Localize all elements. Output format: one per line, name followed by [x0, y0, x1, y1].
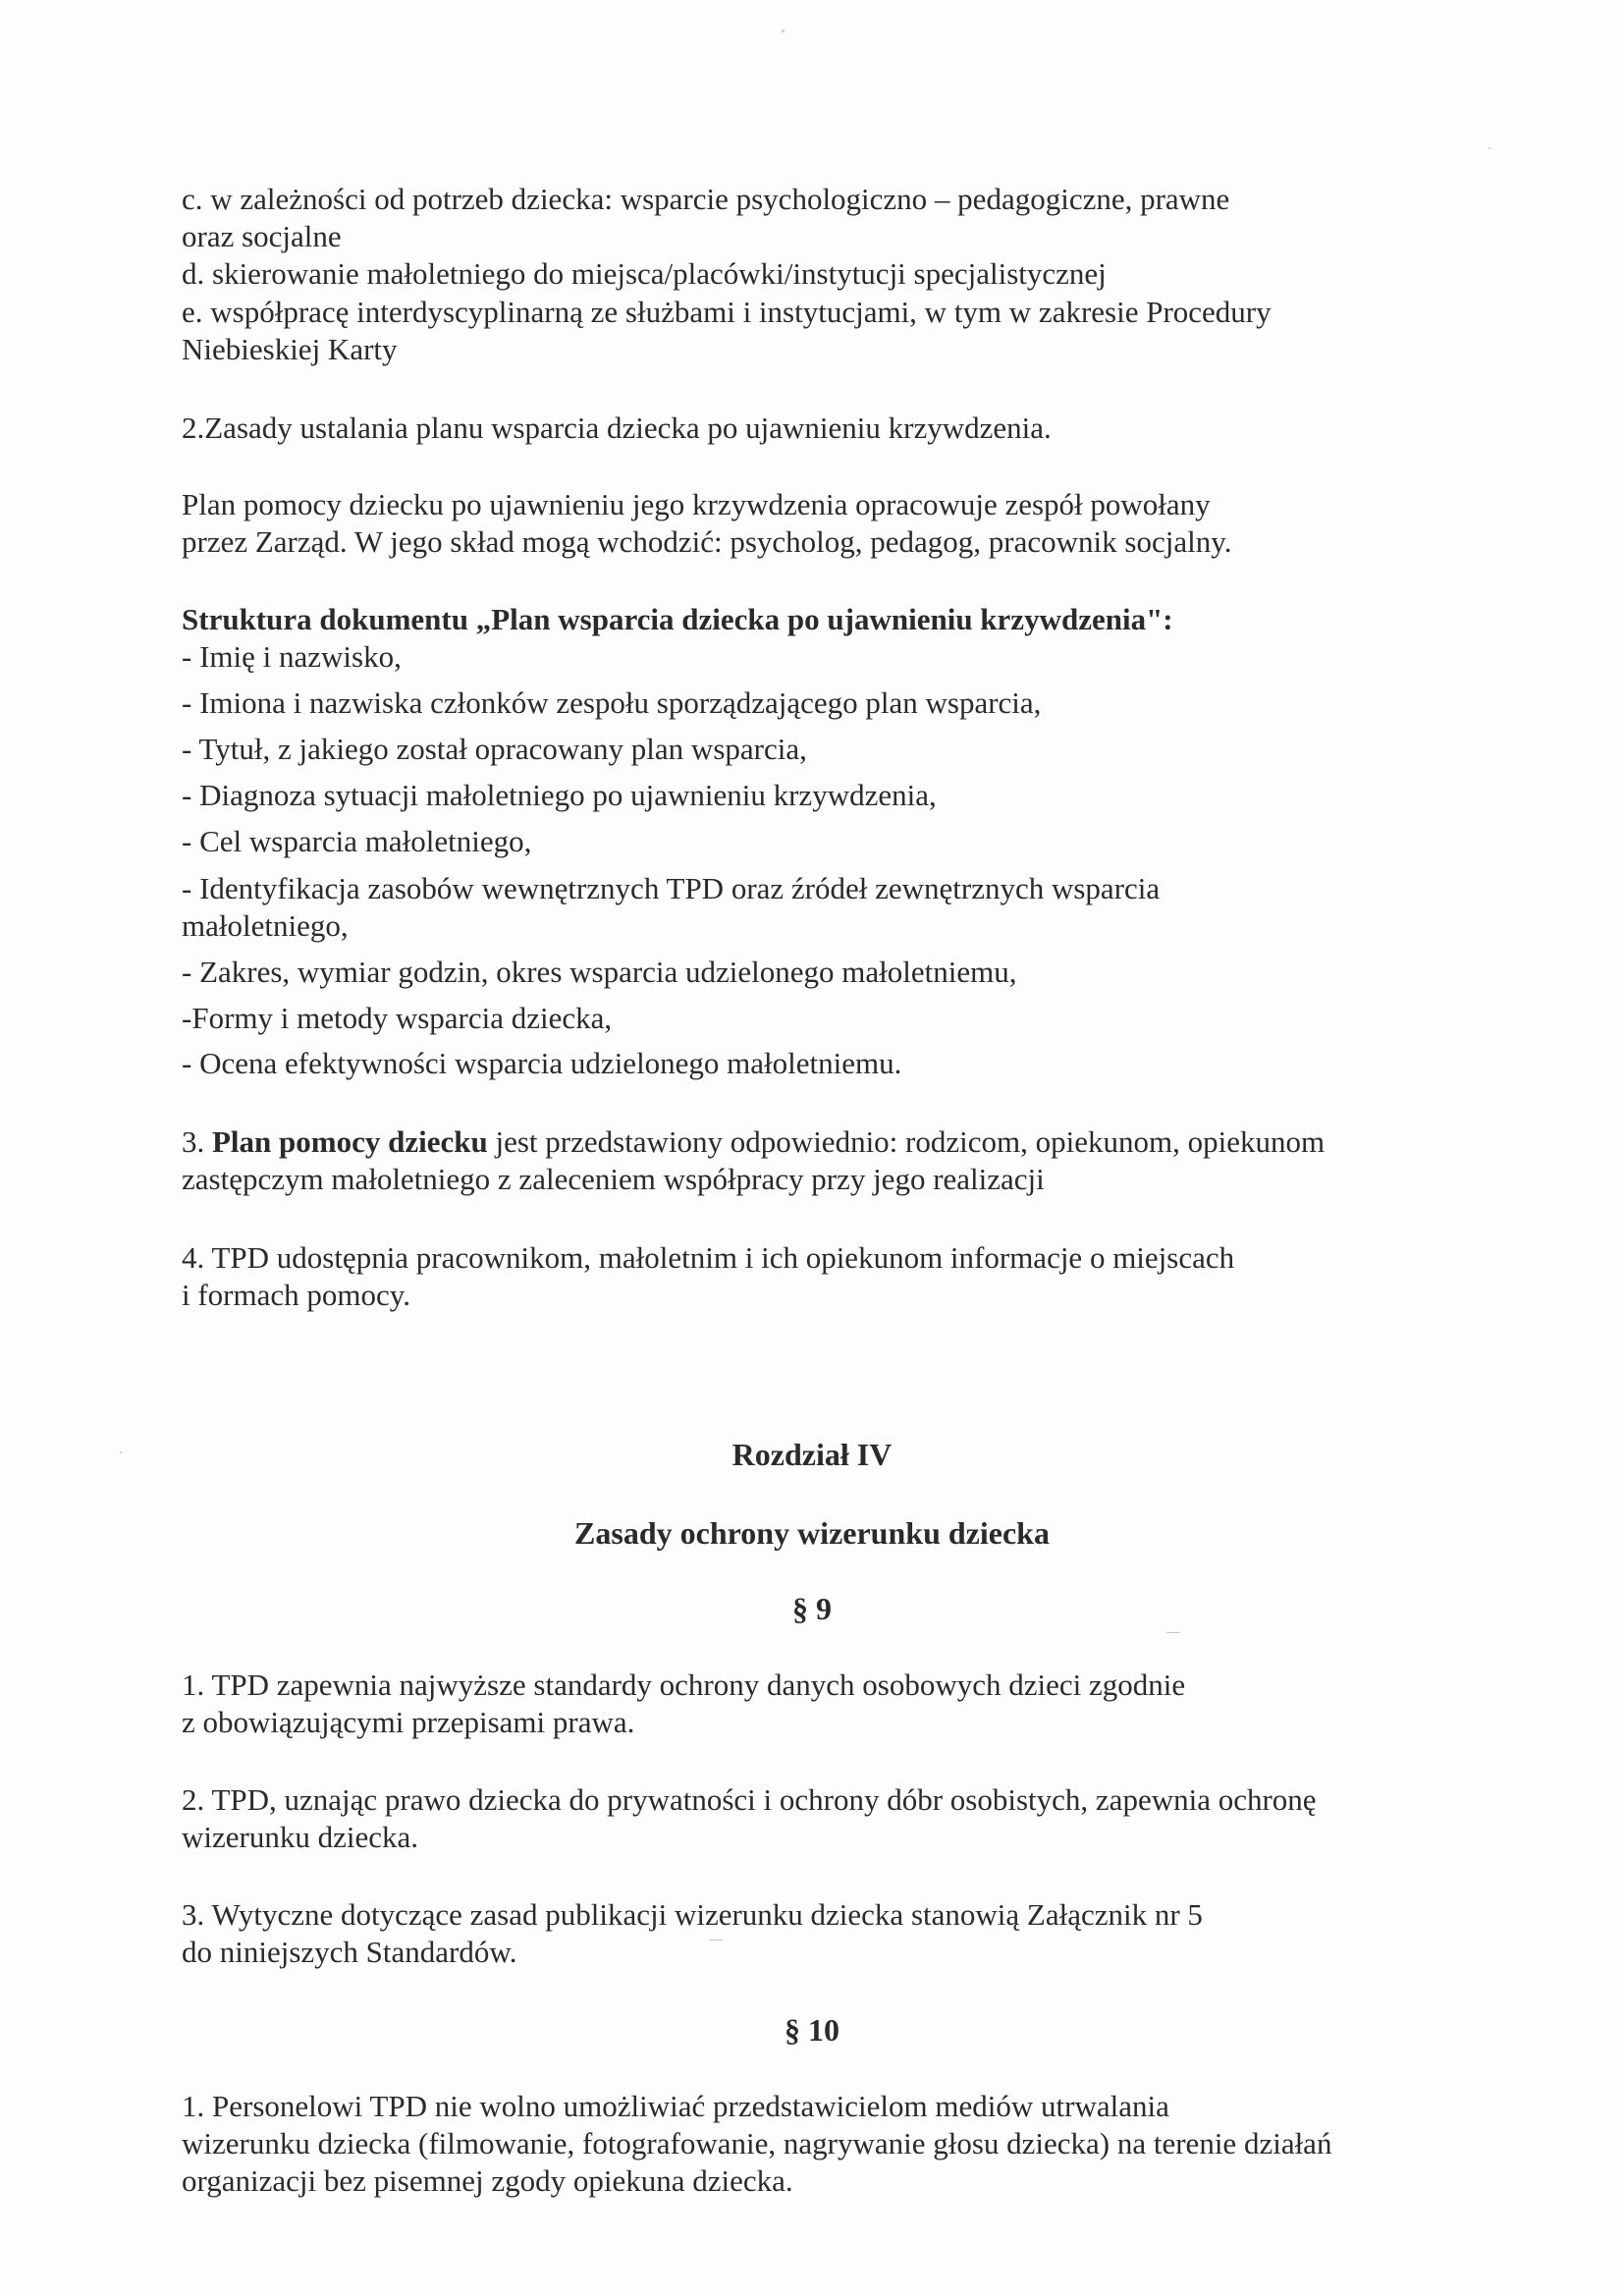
point-2-heading: 2.Zasady ustalania planu wsparcia dziecka po ujawnieniu krzywdzenia. — [182, 410, 1052, 445]
point-3-rest: jest przedstawiony odpowiednio: rodzicom, opiekunom, opiekunom — [487, 1124, 1326, 1159]
point-3-line-1 — [182, 1123, 1448, 1160]
point-2-para-line-1: Plan pomocy dziecku po ujawnieniu jego krzywdzenia opracowuje zespół powołany — [182, 487, 1211, 521]
scan-speck — [782, 29, 785, 32]
item-c-line-1: c. w zależności od potrzeb dziecka: wsparcie psychologiczno – pedagogiczne, prawne — [182, 182, 1230, 216]
structure-item: małoletniego, — [182, 908, 349, 943]
item-c-line-2: oraz socjalne — [182, 219, 342, 253]
structure-item: - Zakres, wymiar godzin, okres wsparcia udzielonego małoletniemu, — [182, 955, 1017, 989]
item-e-line-1: e. współpracę interdyscyplinarną ze służbami i instytucjami, w tym w zakresie Procedury — [182, 295, 1272, 329]
section-9-p2-line-2: wizerunku dziecka. — [182, 1820, 418, 1854]
point-2-para-line-2: przez Zarząd. W jego skład mogą wchodzić: psycholog, pedagog, pracownik socjalny. — [182, 524, 1232, 559]
section-10-p1-line-2: wizerunku dziecka (filmowanie, fotografowanie, nagrywanie głosu dziecka) na terenie działań — [182, 2126, 1332, 2160]
chapter-title: Zasady ochrony wizerunku dziecka — [574, 1515, 1050, 1551]
section-9-p3-line-2: do niniejszych Standardów. — [182, 1935, 517, 1969]
point-3-prefix: 3. — [182, 1124, 212, 1159]
structure-item: - Tytuł, z jakiego został opracowany plan wsparcia, — [182, 732, 807, 766]
chapter-label: Rozdział IV — [731, 1437, 893, 1472]
structure-item: - Ocena efektywności wsparcia udzielonego małoletniemu. — [182, 1046, 902, 1080]
section-10-p1-line-1: 1. Personelowi TPD nie wolno umożliwiać przedstawicielom mediów utrwalania — [182, 2089, 1169, 2123]
scan-speck — [1489, 147, 1490, 149]
item-e-line-2: Niebieskiej Karty — [182, 332, 398, 366]
structure-item: - Imię i nazwisko, — [182, 639, 402, 674]
section-10-mark: § 10 — [785, 2012, 839, 2048]
point-3-bold: Plan pomocy dziecku — [212, 1124, 488, 1159]
structure-item: -Formy i metody wsparcia dziecka, — [182, 1001, 613, 1035]
structure-item: - Identyfikacja zasobów wewnętrznych TPD oraz źródeł zewnętrznych wsparcia — [182, 871, 1161, 905]
item-d: d. skierowanie małoletniego do miejsca/placówki/instytucji specjalistycznej — [182, 256, 1107, 291]
structure-title: Struktura dokumentu „Plan wsparcia dziecka po ujawnieniu krzywdzenia": — [182, 602, 1173, 636]
section-9-p1-line-2: z obowiązującymi przepisami prawa. — [182, 1705, 635, 1739]
section-9-p2-line-1: 2. TPD, uznając prawo dziecka do prywatności i ochrony dóbr osobistych, zapewnia ochronę — [182, 1782, 1317, 1817]
section-9-p1-line-1: 1. TPD zapewnia najwyższe standardy ochrony danych osobowych dzieci zgodnie — [182, 1667, 1186, 1702]
point-4-line-2: i formach pomocy. — [182, 1278, 410, 1312]
structure-item: - Cel wsparcia małoletniego, — [182, 824, 532, 858]
section-9-p3-line-1: 3. Wytyczne dotyczące zasad publikacji wizerunku dziecka stanowią Załącznik nr 5 — [182, 1897, 1203, 1932]
structure-item: - Imiona i nazwiska członków zespołu sporządzającego plan wsparcia, — [182, 685, 1042, 720]
point-4-line-1: 4. TPD udostępnia pracownikom, małoletnim i ich opiekunom informacje o miejscach — [182, 1240, 1235, 1275]
scan-speck — [1166, 1632, 1180, 1633]
point-3-line-2: zastępczym małoletniego z zaleceniem współpracy przy jego realizacji — [182, 1162, 1045, 1196]
section-9-mark: § 9 — [792, 1591, 832, 1626]
structure-item: - Diagnoza sytuacji małoletniego po ujawnieniu krzywdzenia, — [182, 778, 937, 812]
section-10-p1-line-3: organizacji bez pisemnej zgody opiekuna dziecka. — [182, 2163, 793, 2198]
